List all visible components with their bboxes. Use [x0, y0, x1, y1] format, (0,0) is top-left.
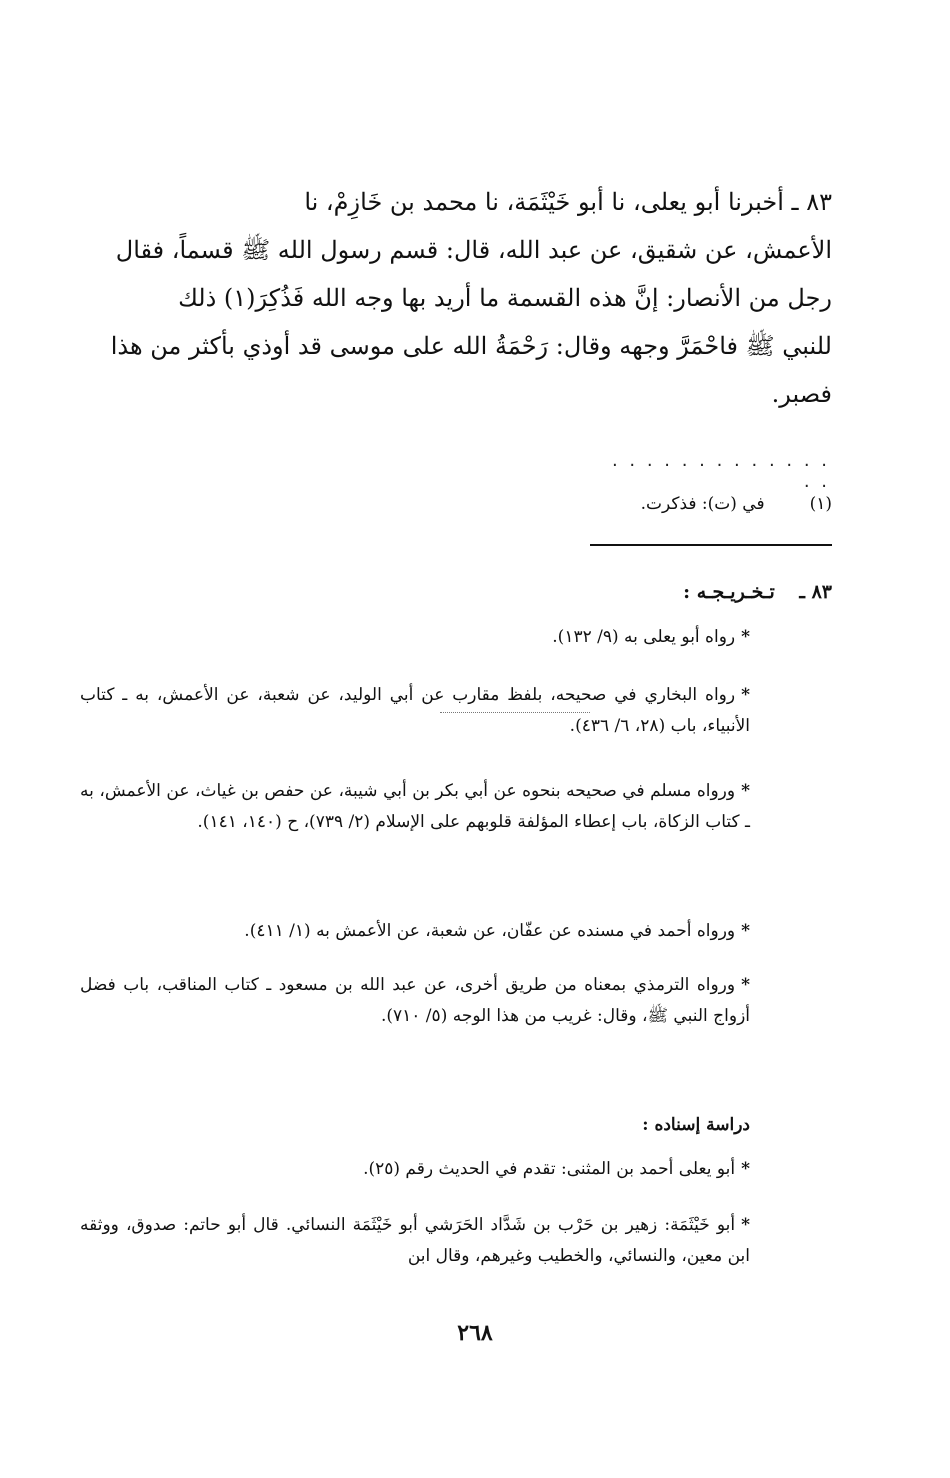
takhrij-item: [80, 916, 750, 947]
takhrij-item-text: رواه البخاري في صحيحه، بلفظ مقارب عن أبي الوليد، عن شعبة، عن الأعمش، به ـ كتاب الأنبياء، باب (٢٨، ٦/ ٤٣٦).: [80, 685, 750, 736]
footnote: [560, 490, 832, 518]
hadith-line: ٨٣ ـ أخبرنا أبو يعلى، نا أبو خَيْثَمَة، نا محمد بن خَازِمْ، نا: [304, 188, 832, 216]
takhrij-item: [80, 622, 750, 653]
takhrij-item-text: رواه أبو يعلى به (٩/ ١٣٢).: [552, 627, 736, 647]
takhrij-item-text: ورواه مسلم في صحيحه بنحوه عن أبي بكر بن أبي شيبة، عن حفص بن غياث، عن الأعمش، به ـ كتاب الزكاة، باب إعطاء المؤلفة قلوبهم على الإسلام (٢/ ٧٣٩)، ح (١٤٠، ١٤١).: [80, 781, 750, 832]
takhrij-item: [80, 776, 750, 838]
takhrij-title: تـخـريـجـه :: [683, 581, 775, 603]
underline-mark: [440, 708, 590, 713]
isnad-item: [80, 1154, 750, 1185]
asterisk-icon: *: [741, 921, 750, 941]
isnad-item: [80, 1210, 750, 1272]
isnad-item-text: أبو يعلى أحمد بن المثنى: تقدم في الحديث رقم (٢٥).: [363, 1159, 736, 1179]
hadith-text: [80, 178, 832, 418]
footnote-number: (١): [809, 494, 832, 514]
asterisk-icon: *: [741, 1159, 750, 1179]
hadith-line: الأعمش، عن شقيق، عن عبد الله، قال: قسم رسول الله ﷺ قسماً، فقال: [115, 236, 832, 264]
isnad-item-text: أبو خَيْثَمَة: زهير بن حَرْب بن شَدَّاد الحَرَشي أبو خَيْثَمَة النسائي. قال أبو حاتم: صدوق، ووثقه ابن معين، والنسائي، والخطيب وغيرهم، وقال ابن: [80, 1215, 750, 1266]
takhrij-item: [80, 680, 750, 742]
asterisk-icon: *: [741, 975, 750, 995]
takhrij-item-text: ورواه أحمد في مسنده عن عفّان، عن شعبة، عن الأعمش به (١/ ٤١١).: [244, 921, 736, 941]
asterisk-icon: *: [741, 627, 750, 647]
page-number: ٢٦٨: [457, 1320, 493, 1346]
takhrij-item: [80, 970, 750, 1032]
footnote-separator: . . . . . . . . . . . . . . .: [611, 450, 830, 492]
hadith-line: للنبي ﷺ فاحْمَرَّ وجهه وقال: رَحْمَةُ الله على موسى قد أوذي بأكثر من هذا: [110, 332, 832, 360]
takhrij-heading: [420, 576, 832, 608]
takhrij-number: ٨٣ ـ: [799, 581, 832, 603]
asterisk-icon: *: [741, 685, 750, 705]
asterisk-icon: *: [741, 1215, 750, 1235]
hadith-line: فصبر.: [771, 380, 832, 408]
section-rule: [590, 544, 832, 546]
isnad-heading: دراسة إسناده :: [642, 1115, 750, 1135]
takhrij-item-text: ورواه الترمذي بمعناه من طريق أخرى، عن عبد الله بن مسعود ـ كتاب المناقب، باب فضل أزواج النبي ﷺ، وقال: غريب من هذا الوجه (٥/ ٧١٠).: [80, 975, 750, 1026]
hadith-line: رجل من الأنصار: إنَّ هذه القسمة ما أريد بها وجه الله فَذُكِرَ(١) ذلك: [178, 284, 832, 312]
footnote-text: في (ت): فذكرت.: [640, 494, 765, 514]
asterisk-icon: *: [741, 781, 750, 801]
